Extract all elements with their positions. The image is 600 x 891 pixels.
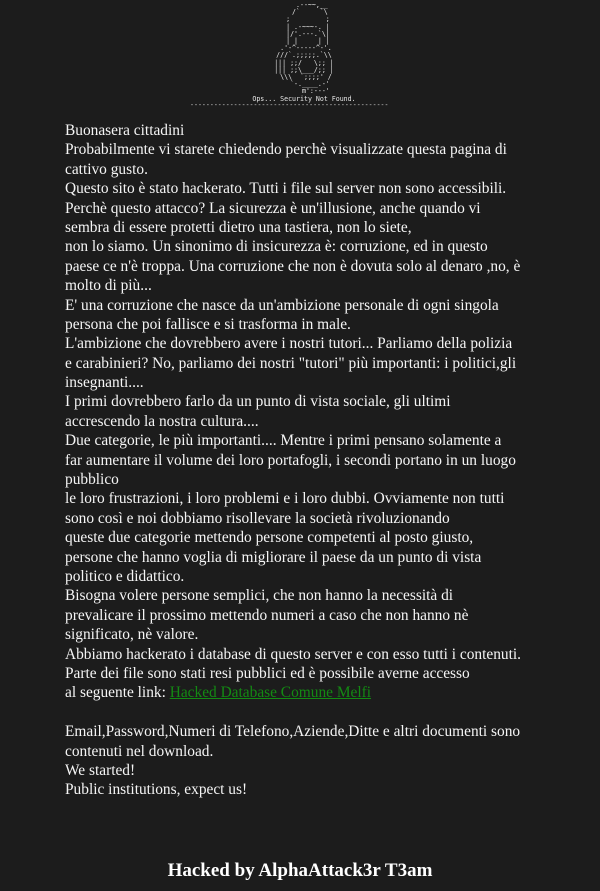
message-line: Questo sito è stato hackerato. Tutti i file sul server non sono accessibili. [65,180,507,198]
message-line: Perchè questo attacco? La sicurezza è un'illusione, anche quando vi [65,199,481,217]
closing-line: Public institutions, expect us! [65,781,248,799]
message-line: E' una corruzione che nasce da un'ambizione personale di ogni singola [65,296,499,314]
message-line: queste due categorie mettendo persone competenti al posto giusto, [65,529,474,547]
message-line: pubblico [65,471,119,489]
message-line: Parte dei file sono stati resi pubblici ed è possibile averne accesso [65,664,470,682]
signature-heading: Hacked by AlphaAttack3r T3am [167,860,433,881]
message-line: far aumentare il volume dei loro portafogli, i secondi portano in un luogo [65,451,516,469]
hacked-database-link[interactable]: Hacked Database Comune Melfi [169,684,372,702]
message-line: L'ambizione che dovrebbero avere i nostri tutori... Parliamo della polizia [65,335,513,353]
message-line: sembra di essere protetti dietro una tastiera, non lo siete, [65,218,412,236]
link-line [65,683,595,702]
message-line: e carabinieri? No, parliamo dei nostri "tutori" più importanti: i politici,gli [65,354,517,372]
message-body [65,121,595,800]
message-line: le loro frustrazioni, i loro problemi e i loro dubbi. Ovviamente non tutti [65,490,505,508]
message-line: cattivo gusto. [65,160,148,178]
message-line: molto di più... [65,277,152,295]
message-line: paese ce n'è troppa. Una corruzione che non è dovuta solo al denaro ,no, è [65,257,521,275]
link-prefix: al seguente link: [65,684,170,702]
message-line: Probabilmente vi starete chiedendo perchè visualizzate questa pagina di [65,141,507,159]
closing-line: We started! [65,761,136,779]
closing-line: Email,Password,Numeri di Telefono,Aziende,Ditte e altri documenti sono [65,723,521,741]
message-line: Bisogna volere persone semplici, che non hanno la necessità di [65,587,454,605]
message-line: accrescendo la nostra cultura.... [65,412,259,430]
message-line: Abbiamo hackerato i database di questo server e con esso tutti i contenuti. [65,645,522,663]
message-line: I primi dovrebbero farlo da un punto di vista sociale, gli ultimi [65,393,451,411]
blank-line [65,703,595,722]
message-line: persone che hanno voglia di migliorare il paese da un punto di vista [65,548,482,566]
padlock-ascii-art: .--~~,__ /` `\ ; ; | .-~~~-. | |/'.---.`\| | | | | .'-^-----^-'. ///`.;;;;;.`\\ ||| ;;/ \;; | ||| ;;\___/;; | \\\ `;;;;' / `-.____.-' m':---' Ops... Security Not Found. [252,1,356,103]
message-line: Buonasera cittadini [65,122,185,139]
message-line: Due categorie, le più importanti.... Mentre i primi pensano solamente a [65,432,502,450]
message-line: prevalicare il prossimo mettendo numeri a caso che non hanno nè [65,606,469,624]
message-line: politico e didattico. [65,567,185,585]
message-line: non lo siamo. Un sinonimo di insicurezza è: corruzione, ed in questo [65,238,488,256]
divider-line: -------------------------------------------------- [190,102,389,109]
message-line: significato, nè valore. [65,626,199,644]
message-line: persona che poi fallisce e si trasforma in male. [65,315,351,333]
message-line: insegnanti.... [65,374,144,392]
message-line: sono così e noi dobbiamo risollevare la società rivoluzionando [65,509,450,527]
closing-line: contenuti nel download. [65,742,214,760]
